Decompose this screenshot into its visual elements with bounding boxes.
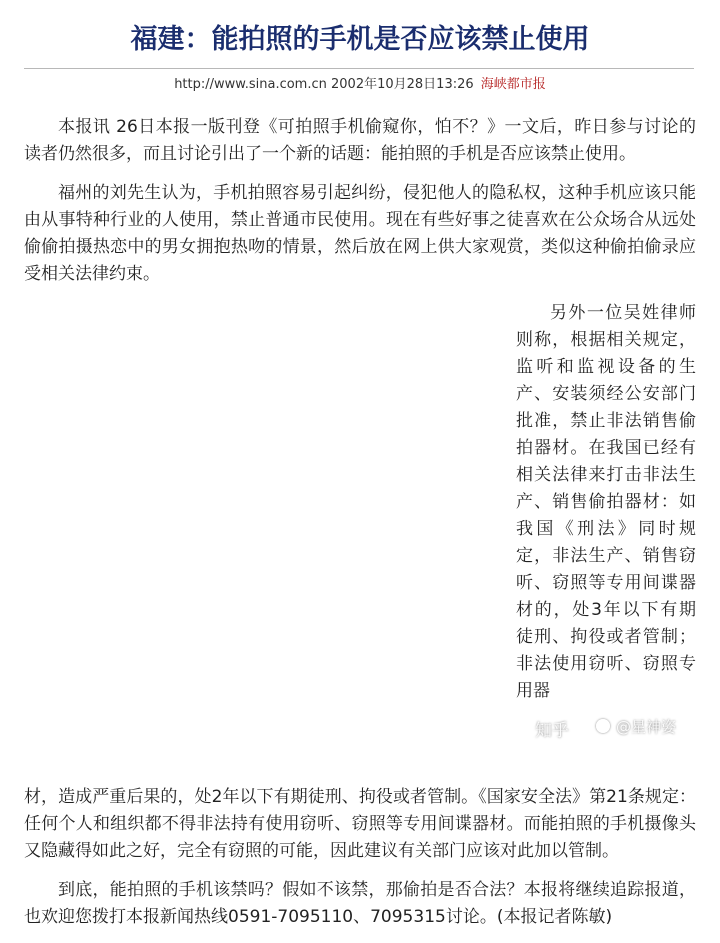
weibo-logo-icon	[596, 719, 610, 733]
publish-datetime: 2002年10月28日13:26	[331, 77, 474, 92]
source-url[interactable]: http://www.sina.com.cn	[174, 77, 327, 92]
source-line	[0, 74, 720, 96]
paragraph-lawyer-column: 另外一位吴姓律师则称，根据相关规定，监听和监视设备的生产、安装须经公安部门批准，禁止非法销售偷拍器材。在我国已经有相关法律来打击非法生产、销售偷拍器材：如我国《刑法》同时规定，非法生产、销售窃听、窃照等专用间谍器材的，处3年以下有期徒刑、拘役或者管制；非法使用窃听、窃照专用器	[516, 303, 696, 701]
paragraph-intro: 本报讯 26日本报一版刊登《可拍照手机偷窥你，怕不？》一文后，昨日参与讨论的读者仍然很多，而且讨论引出了一个新的话题：能拍照的手机是否应该禁止使用。	[24, 117, 696, 164]
paragraph-closing: 到底，能拍照的手机该禁吗？假如不该禁，那偷拍是否合法？本报将继续追踪报道，也欢迎您拨打本报新闻热线0591-7095110、7095315讨论。(本报记者陈敏)	[24, 880, 696, 927]
article-title: 福建：能拍照的手机是否应该禁止使用	[130, 24, 590, 55]
paragraph-lawyer-continued: 材，造成严重后果的，处2年以下有期徒刑、拘役或者管制。《国家安全法》第21条规定：任何个人和组织都不得非法持有使用窃听、窃照等专用间谍器材。而能拍照的手机摄像头又隐藏得如此之好，完全有窃照的可能，因此建议有关部门应该对此加以管制。	[24, 787, 696, 861]
lawyer-section	[24, 300, 696, 865]
article-body	[24, 114, 696, 943]
zhihu-watermark: 知乎	[535, 721, 569, 741]
publisher-link[interactable]: 海峡都市报	[480, 77, 546, 92]
weibo-watermark: @星神姿	[616, 718, 677, 736]
lawyer-column	[516, 300, 696, 784]
title-divider	[24, 68, 694, 69]
paragraph-opinion-liu: 福州的刘先生认为，手机拍照容易引起纠纷，侵犯他人的隐私权，这种手机应该只能由从事特种行业的人使用，禁止普通市民使用。现在有些好事之徒喜欢在公众场合从远处偷偷拍摄热恋中的男女拥抱热吻的情景，然后放在网上供大家观赏，类似这种偷拍偷录应受相关法律约束。	[24, 183, 696, 284]
